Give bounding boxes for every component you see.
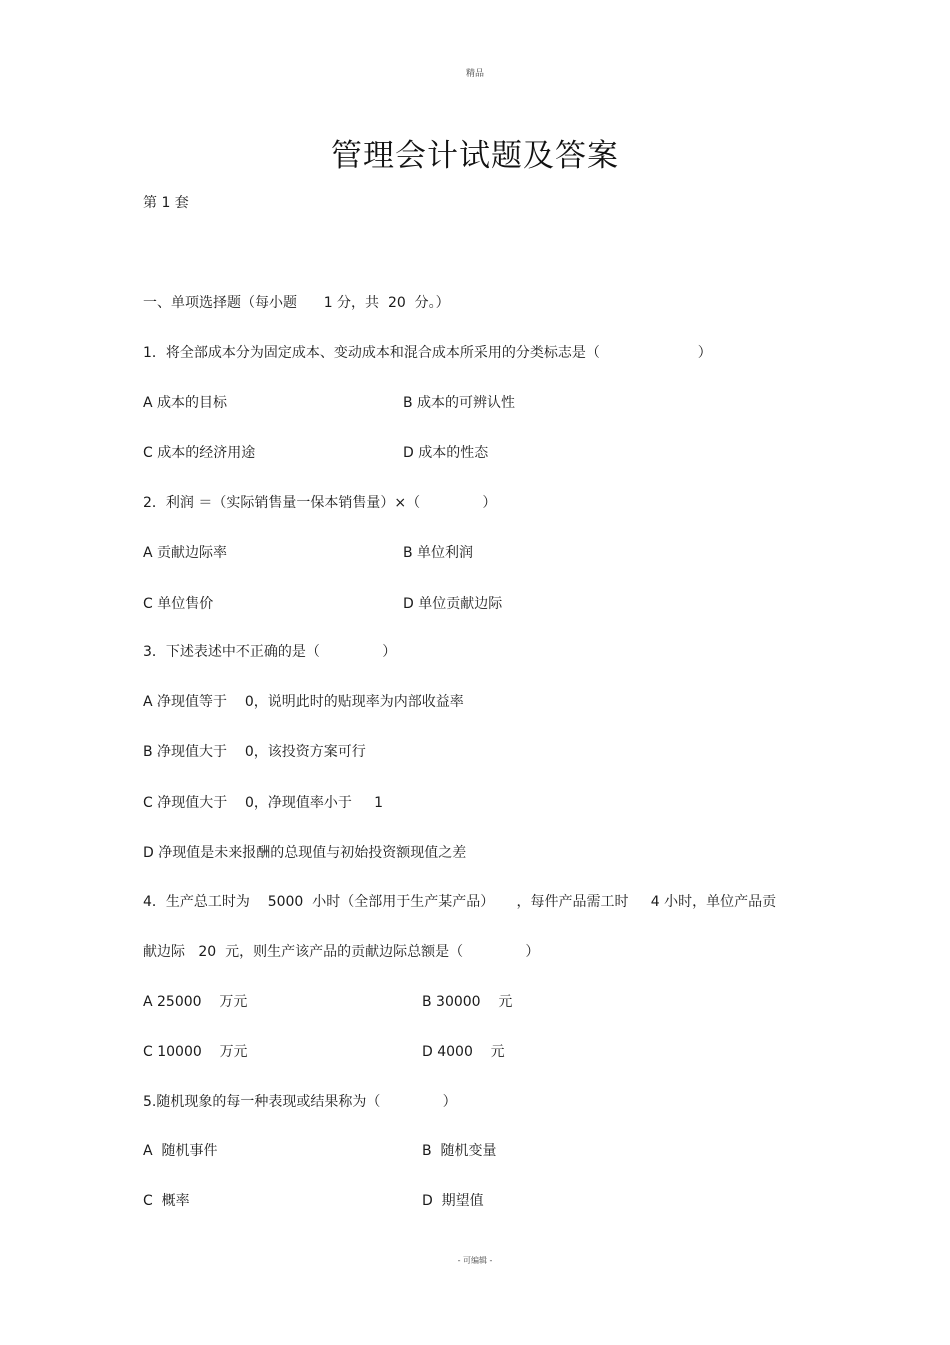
question-1-option-a: A 成本的目标 (143, 395, 228, 411)
question-2-stem: 2．利润 ＝（实际销售量一保本销售量）×（ ） (143, 495, 497, 511)
question-3-stem: 3．下述表述中不正确的是（ ） (143, 644, 397, 660)
set-label: 第 1 套 (143, 195, 189, 211)
question-4-stem-line-1: 4．生产总工时为 5000 小时（全部用于生产某产品） ，每件产品需工时 4 小时，单位产品贡 (143, 894, 777, 910)
question-4-stem-line-2: 献边际 20 元，则生产该产品的贡献边际总额是（ ） (143, 944, 540, 960)
page-title: 管理会计试题及答案 (331, 138, 619, 174)
question-4-option-a: A 25000 万元 (143, 994, 248, 1010)
question-3-option-b: B 净现值大于 0，该投资方案可行 (143, 744, 366, 760)
question-5-option-b: B 随机变量 (422, 1143, 497, 1159)
question-1-stem: 1．将全部成本分为固定成本、变动成本和混合成本所采用的分类标志是（ ） (143, 345, 712, 361)
question-5-option-c: C 概率 (143, 1193, 190, 1209)
section-heading: 一、单项选择题（每小题 1 分，共 20 分。） (143, 295, 450, 311)
page-footer: - 可编辑 - (457, 1256, 493, 1265)
question-2-option-a: A 贡献边际率 (143, 545, 228, 561)
question-5-stem: 5.随机现象的每一种表现或结果称为（ ） (143, 1094, 457, 1110)
question-1-option-c: C 成本的经济用途 (143, 445, 256, 461)
question-5-option-a: A 随机事件 (143, 1143, 218, 1159)
page-header: 精品 (465, 69, 484, 79)
question-5-option-d: D 期望值 (422, 1193, 484, 1209)
question-4-option-b: B 30000 元 (422, 994, 513, 1010)
question-4-option-d: D 4000 元 (422, 1044, 505, 1060)
question-1-option-b: B 成本的可辨认性 (403, 395, 516, 411)
question-2-option-d: D 单位贡献边际 (403, 596, 503, 612)
question-3-option-d: D 净现值是未来报酬的总现值与初始投资额现值之差 (143, 845, 467, 861)
question-4-option-c: C 10000 万元 (143, 1044, 248, 1060)
question-2-option-c: C 单位售价 (143, 596, 214, 612)
question-2-option-b: B 单位利润 (403, 545, 474, 561)
question-1-option-d: D 成本的性态 (403, 445, 489, 461)
question-3-option-c: C 净现值大于 0，净现值率小于 1 (143, 795, 384, 811)
question-3-option-a: A 净现值等于 0，说明此时的贴现率为内部收益率 (143, 694, 464, 710)
